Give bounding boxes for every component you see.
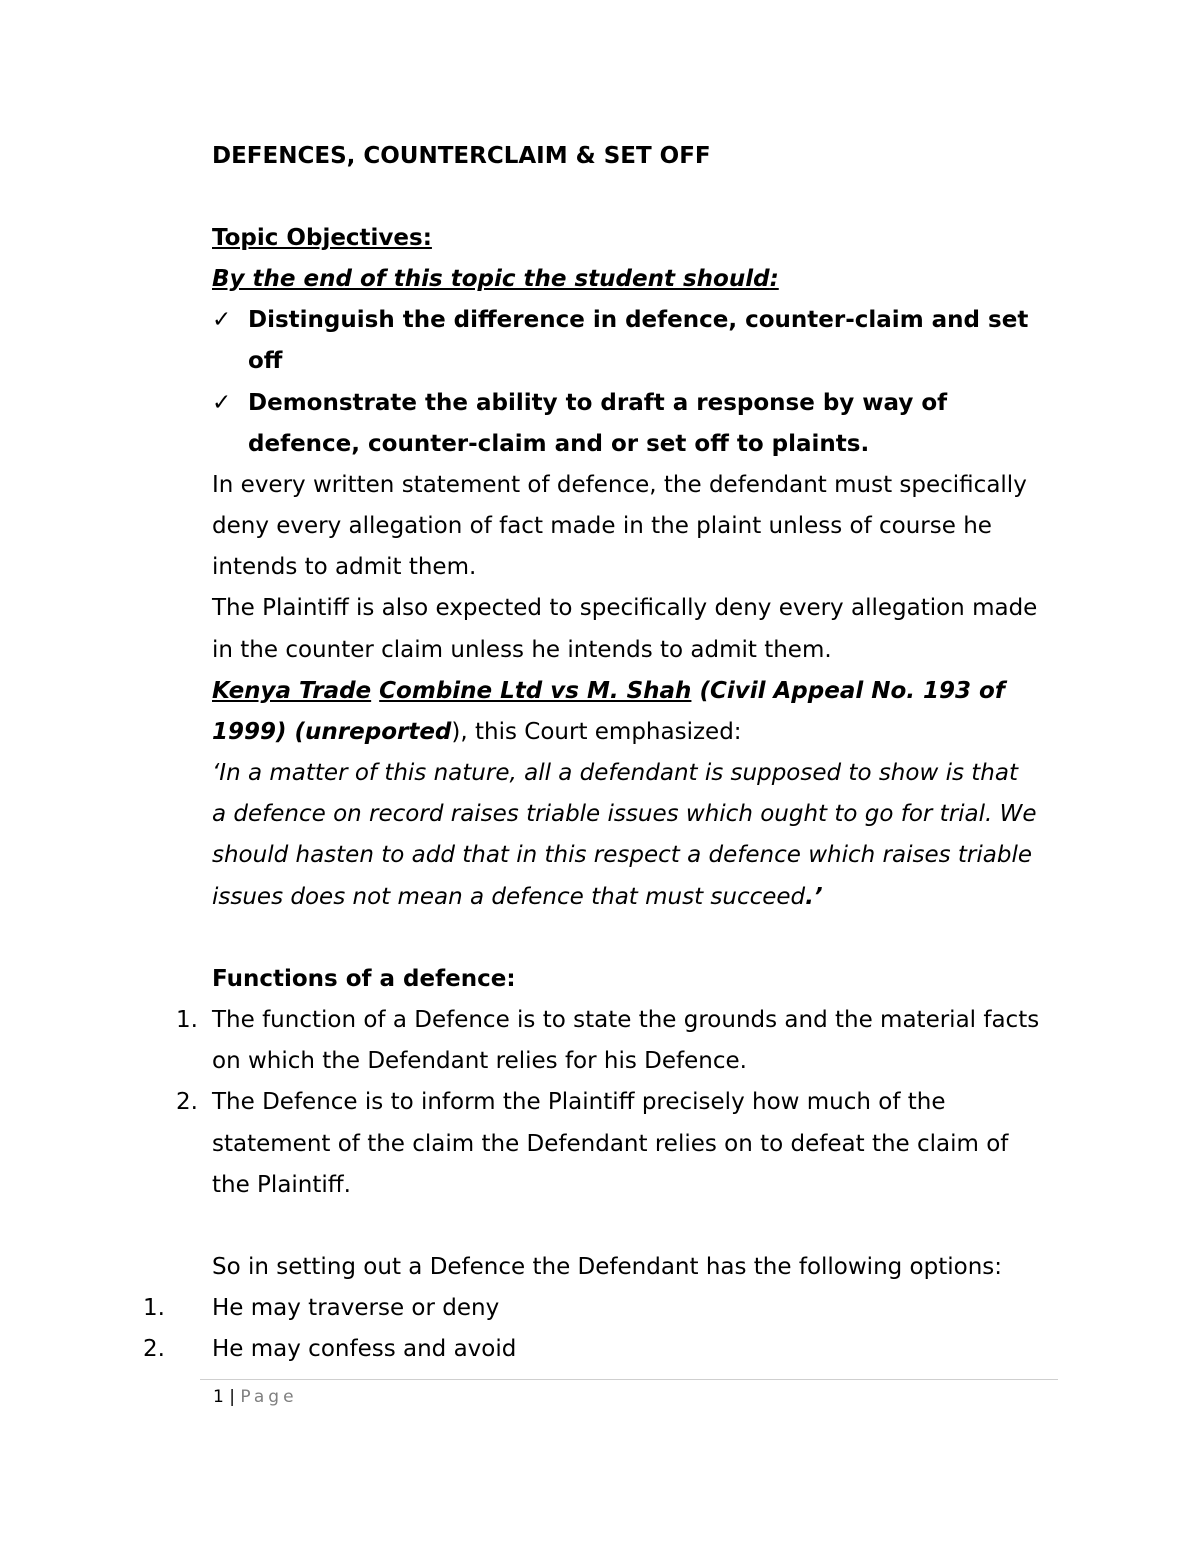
footer-divider <box>200 1379 1058 1380</box>
case-reference-part-2: 1999) (unreported <box>212 719 452 745</box>
check-icon: ✓ <box>212 307 232 333</box>
functions-item-2-line-3: the Plaintiff. <box>212 1172 351 1198</box>
paragraph-1-line-2: deny every allegation of fact made in the plaint unless of course he <box>212 513 992 539</box>
paragraph-2-line-1: The Plaintiff is also expected to specifically deny every allegation made <box>212 595 1038 621</box>
objectives-intro-colon: : <box>769 266 779 292</box>
options-item-1-number: 1. <box>143 1295 165 1321</box>
paragraph-1-line-3: intends to admit them. <box>212 554 477 580</box>
functions-item-1-line-2: on which the Defendant relies for his Defence. <box>212 1048 747 1074</box>
quote-line-4-text: issues does not mean a defence that must succeed <box>212 884 806 910</box>
case-reference-part-1: (Civil Appeal No. 193 of <box>699 678 1005 704</box>
objective-1-line-1: Distinguish the difference in defence, counter-claim and set <box>248 307 1029 333</box>
document-title: DEFENCES, COUNTERCLAIM & SET OFF <box>212 143 711 169</box>
options-item-1-text: He may traverse or deny <box>212 1295 500 1321</box>
paragraph-2-line-2: in the counter claim unless he intends to admit them. <box>212 637 832 663</box>
functions-item-2-line-2: statement of the claim the Defendant relies on to defeat the claim of <box>212 1131 1009 1157</box>
functions-item-2-line-1: The Defence is to inform the Plaintiff precisely how much of the <box>212 1089 946 1115</box>
case-citation-tail: ), this Court emphasized: <box>451 719 742 745</box>
quote-line-2: a defence on record raises triable issues which ought to go for trial. We <box>212 801 1037 827</box>
quote-line-3: should hasten to add that in this respect a defence which raises triable <box>212 842 1032 868</box>
page-number: 1 <box>213 1387 224 1407</box>
quote-line-1: ‘In a matter of this nature, all a defendant is supposed to show is that <box>212 760 1018 786</box>
case-name-part-2: Combine Ltd vs M. Shah <box>379 678 692 704</box>
functions-heading: Functions of a defence: <box>212 966 516 992</box>
page-footer <box>213 1386 298 1408</box>
paragraph-1-line-1: In every written statement of defence, the defendant must specifically <box>212 472 1027 498</box>
case-citation-line-1 <box>212 676 1005 706</box>
functions-item-1-line-1: The function of a Defence is to state the grounds and the material facts <box>212 1007 1040 1033</box>
footer-separator: | <box>229 1387 235 1407</box>
check-icon: ✓ <box>212 390 232 416</box>
case-citation-line-2 <box>212 717 742 747</box>
objectives-intro-text: By the end of this topic the student should <box>212 266 770 292</box>
objective-2-line-2: defence, counter-claim and or set off to plaints. <box>248 431 870 457</box>
quote-closing-mark: .’ <box>805 884 823 910</box>
options-intro: So in setting out a Defence the Defendant has the following options: <box>212 1254 1003 1280</box>
objectives-heading: Topic Objectives: <box>212 225 432 251</box>
case-name-part-1: Kenya Trade <box>212 678 372 704</box>
functions-item-2-number: 2. <box>176 1089 198 1115</box>
objective-2-line-1: Demonstrate the ability to draft a response by way of <box>248 390 948 416</box>
page-label: Page <box>240 1387 298 1407</box>
options-item-2-text: He may confess and avoid <box>212 1336 517 1362</box>
functions-item-1-number: 1. <box>176 1007 198 1033</box>
objective-1-line-2: off <box>248 348 283 374</box>
objectives-intro <box>212 264 779 294</box>
options-item-2-number: 2. <box>143 1336 165 1362</box>
quote-line-4 <box>212 882 823 912</box>
